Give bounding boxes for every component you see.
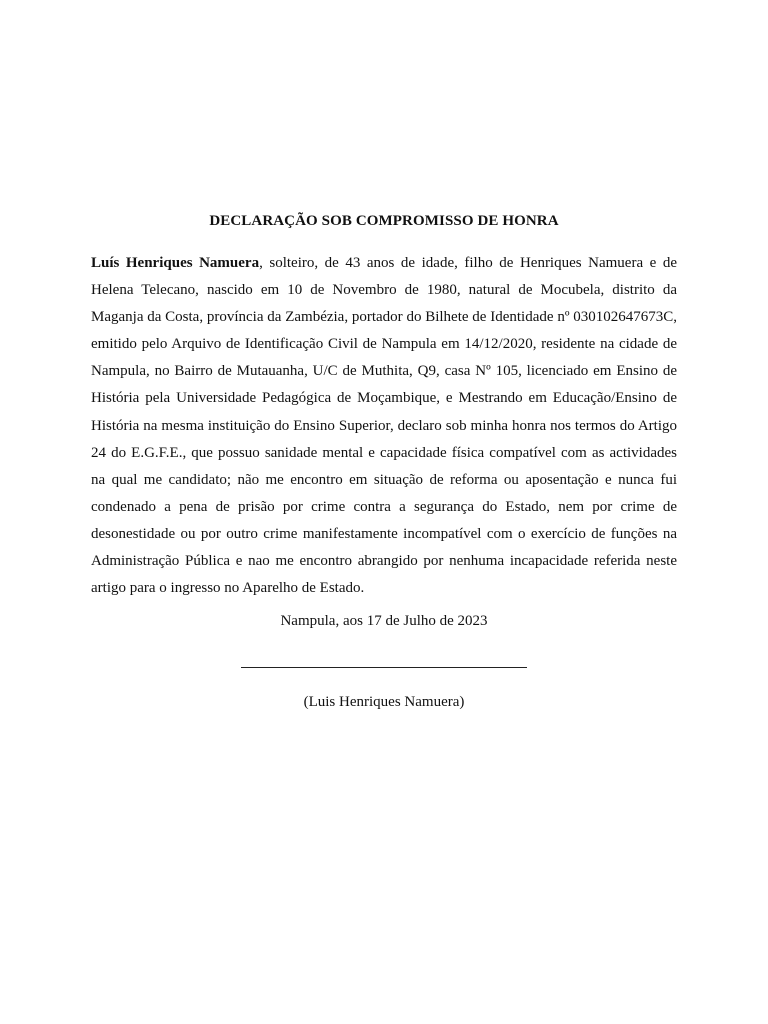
declaration-paragraph	[91, 250, 677, 602]
place-and-date: Nampula, aos 17 de Julho de 2023	[280, 613, 488, 629]
document-title: DECLARAÇÃO SOB COMPROMISSO DE HONRA	[209, 213, 559, 229]
signatory-name: (Luis Henriques Namuera)	[303, 694, 465, 710]
declaration-body: , solteiro, de 43 anos de idade, filho de Henriques Namuera e de Helena Telecano, nascido em 10 de Novembro de 1980, natural de Mocubela, distrito da Maganja da Costa, província da Zambézia, portador do Bilhete de Identidade nº 030102647673C, emitido pelo Arquivo de Identificação Civil de Nampula em 14/12/2020, residente na cidade de Nampula, no Bairro de Mutauanha, U/C de Muthita, Q9, casa Nº 105, licenciado em Ensino de História pela Universidade Pedagógica de Moçambique, e Mestrando em Educação/Ensino de História na mesma instituição do Ensino Superior, declaro sob minha honra nos termos do Artigo 24 do E.G.F.E., que possuo sanidade mental e capacidade física compatível com as actividades na qual me candidato; não me encontro em situação de reforma ou aposentação e nunca fui condenado a pena de prisão por crime contra a segurança do Estado, nem por crime de desonestidade ou por outro crime manifestamente incompatível com o exercício de funções na Administração Pública e nao me encontro abrangido por nenhuma incapacidade referida neste artigo para o ingresso no Aparelho de Estado.	[91, 255, 677, 597]
declarant-name: Luís Henriques Namuera	[91, 255, 260, 271]
signature-line	[241, 667, 527, 668]
